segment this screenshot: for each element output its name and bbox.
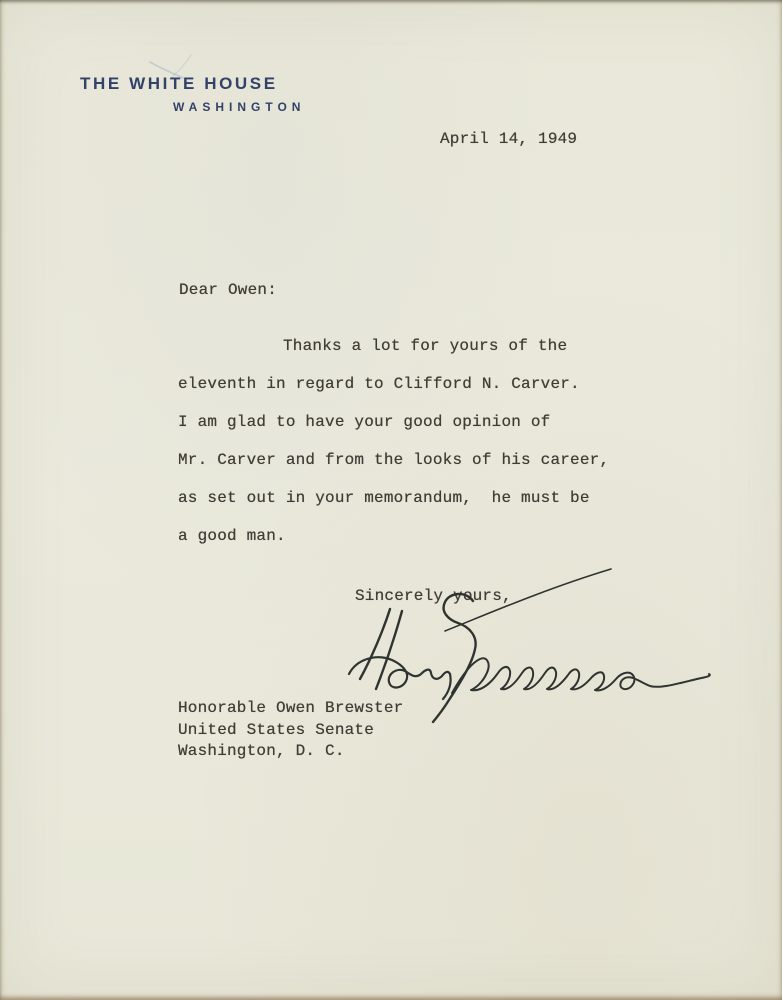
recipient-address [178,698,403,763]
closing: Sincerely yours, [355,587,512,605]
letter-body [178,327,609,555]
body-line: as set out in your memorandum, he must be [178,489,590,507]
body-line: I am glad to have your good opinion of [178,413,551,431]
recipient-city: Washington, D. C. [178,742,345,760]
body-line: eleventh in regard to Clifford N. Carver. [178,375,580,393]
salutation: Dear Owen: [179,281,278,299]
body-line: Thanks a lot for yours of the [283,337,568,355]
recipient-org: United States Senate [178,720,375,739]
body-line: Mr. Carver and from the looks of his career, [178,451,610,469]
recipient-name: Honorable Owen Brewster [178,699,404,717]
letter-date: April 14, 1949 [440,130,578,148]
letterhead-title: THE WHITE HOUSE [80,74,278,93]
body-line: a good man. [178,527,286,545]
letterhead-subtitle: WASHINGTON [173,100,306,114]
